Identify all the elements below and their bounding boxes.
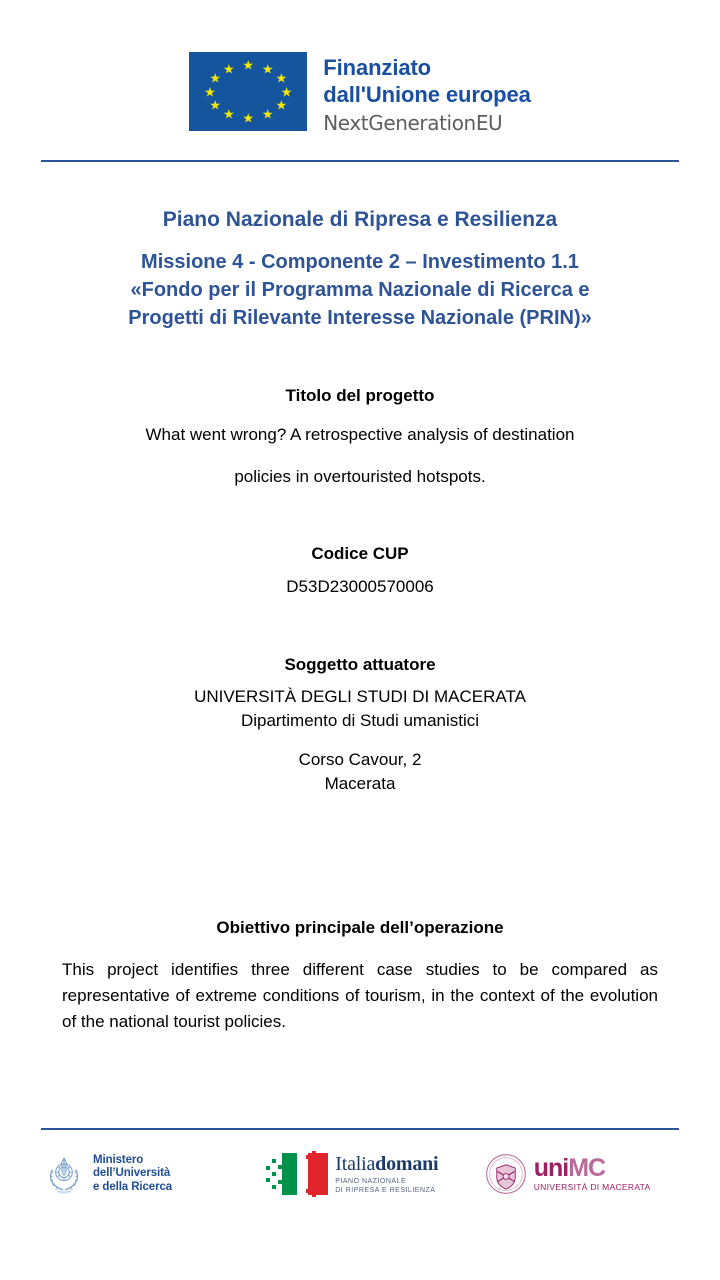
italia-domani-sub-line-2: DI RIPRESA E RESILIENZA	[335, 1186, 436, 1194]
subject-city: Macerata	[324, 774, 396, 793]
pnrr-mission-line: Missione 4 - Componente 2 – Investimento 1.1	[141, 251, 579, 273]
unimc-subtitle: UNIVERSITÀ DI MACERATA	[533, 1182, 651, 1193]
pnrr-plan-name: Piano Nazionale di Ripresa e Resilienza	[162, 208, 558, 231]
cup-value: D53D23000570006	[286, 577, 434, 596]
unimc-name-mc: MC	[568, 1154, 606, 1183]
unimc-name	[534, 1156, 651, 1181]
objective-heading: Obiettivo principale dell’operazione	[216, 918, 504, 937]
eu-flag-icon: ★ ★ ★ ★ ★ ★ ★ ★ ★ ★ ★ ★	[189, 52, 307, 131]
subject-organization: UNIVERSITÀ DEGLI STUDI DI MACERATA	[194, 687, 526, 706]
footer	[0, 1128, 720, 1196]
subject-street: Corso Cavour, 2	[298, 750, 422, 769]
pnrr-fund-line-2: Progetti di Rilevante Interesse Nazionale (PRIN)»	[128, 307, 592, 329]
italia-domani-name-italia: Italia	[335, 1152, 376, 1175]
project-title-section	[0, 384, 720, 498]
italia-domani-name-domani: domani	[375, 1152, 439, 1175]
pnrr-headings	[0, 206, 720, 332]
italian-flag-pixel-icon	[266, 1153, 328, 1195]
subject-address-block	[0, 748, 720, 796]
italian-republic-emblem-icon	[42, 1152, 86, 1196]
unimc-logo	[485, 1153, 678, 1195]
italia-domani-text	[335, 1154, 438, 1195]
project-title-line-2: policies in overtouristed hotspots.	[234, 467, 486, 486]
cup-heading: Codice CUP	[311, 544, 409, 563]
header-divider	[41, 160, 679, 162]
next-generation-eu-label: NextGenerationEU	[323, 111, 503, 135]
subject-department: Dipartimento di Studi umanistici	[240, 711, 480, 730]
ministry-line-3: e della Ricerca	[93, 1180, 173, 1193]
subject-heading: Soggetto attuatore	[284, 655, 436, 674]
subject-section	[0, 653, 720, 796]
unimc-crest-icon	[485, 1153, 527, 1195]
unimc-text	[534, 1156, 651, 1192]
eu-funding-line-1: Finanziato	[323, 55, 432, 80]
ministry-logo-text	[93, 1154, 172, 1195]
objective-text: This project identifies three different case studies to be compared as representative of extreme conditions of tourism, in the context of the evolution of the national tourist policies.	[62, 960, 658, 1031]
footer-divider	[41, 1128, 679, 1130]
eu-funding-banner	[0, 0, 720, 136]
eu-logo	[189, 52, 530, 136]
eu-funding-line-2: dall'Unione europea	[323, 82, 531, 107]
pnrr-fund-line-1: «Fondo per il Programma Nazionale di Ricerca e	[130, 279, 590, 301]
italia-domani-logo	[266, 1153, 484, 1195]
project-title-line-1: What went wrong? A retrospective analysis of destination	[145, 425, 575, 444]
ministry-line-1: Ministero	[93, 1153, 144, 1166]
cup-section	[0, 542, 720, 599]
subject-organization-block	[0, 685, 720, 733]
italia-domani-subtitle	[335, 1177, 438, 1195]
italia-domani-sub-line-1: PIANO NAZIONALE	[335, 1177, 407, 1185]
ministry-line-2: dell’Università	[93, 1167, 171, 1180]
eu-logo-text	[323, 52, 530, 136]
footer-logo-row	[0, 1152, 720, 1196]
italia-domani-name	[335, 1154, 438, 1174]
project-title-heading: Titolo del progetto	[285, 386, 435, 405]
ministry-logo	[42, 1152, 266, 1196]
unimc-name-uni: uni	[533, 1154, 569, 1183]
objective-section	[0, 916, 720, 1035]
project-title-value	[60, 414, 660, 498]
